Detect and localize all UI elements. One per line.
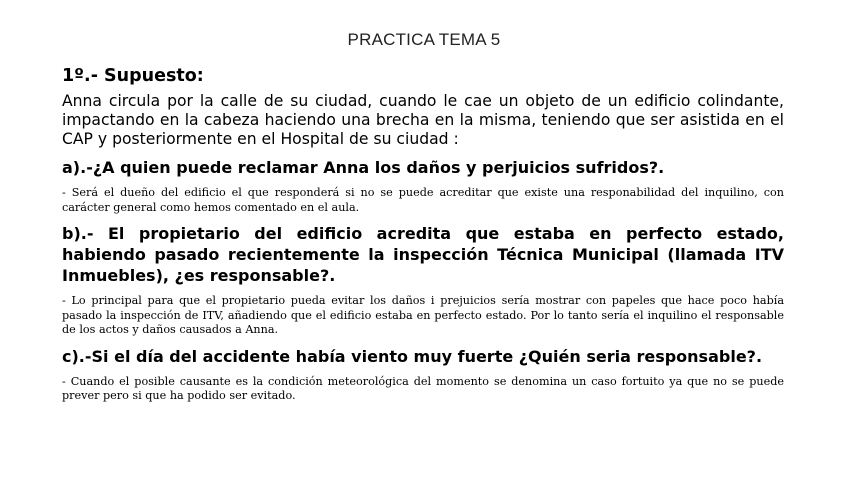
case-statement: Anna circula por la calle de su ciudad, cuando le cae un objeto de un edificio colindante, impactando en la cabeza haciendo una brecha en la misma, teniendo que ser asistida en el CAP y posteriormente en el Hospital de su ciudad : (62, 92, 784, 148)
slide-content (62, 66, 784, 404)
question-b: b).- El propietario del edificio acredita que estaba en perfecto estado, habiendo pasado recientemente la inspección Técnica Municipal (llamada ITV Inmuebles), ¿es responsable?. (62, 224, 784, 285)
case-heading: 1º.- Supuesto: (62, 66, 204, 86)
answer-c: - Cuando el posible causante es la condición meteorológica del momento se denomina un caso fortuito ya que no se puede prever pero si que ha podido ser evitado. (62, 374, 784, 402)
slide-title: PRACTICA TEMA 5 (347, 30, 501, 49)
question-a: a).-¿A quien puede reclamar Anna los daños y perjuicios sufridos?. (62, 158, 665, 177)
answer-a: - Será el dueño del edificio el que responderá si no se puede acreditar que existe una responabilidad del inquilino, con carácter general como hemos comentado en el aula. (62, 186, 784, 214)
answer-b: - Lo principal para que el propietario pueda evitar los daños i prejuicios sería mostrar con papeles que hace poco había pasado la inspección de ITV, añadiendo que el edificio estaba en perfecto estado. Por lo tanto sería el inquilino el responsable de los actos y daños causados a Anna. (62, 294, 784, 336)
question-c: c).-Si el día del accidente había viento muy fuerte ¿Quién seria responsable?. (62, 346, 763, 366)
